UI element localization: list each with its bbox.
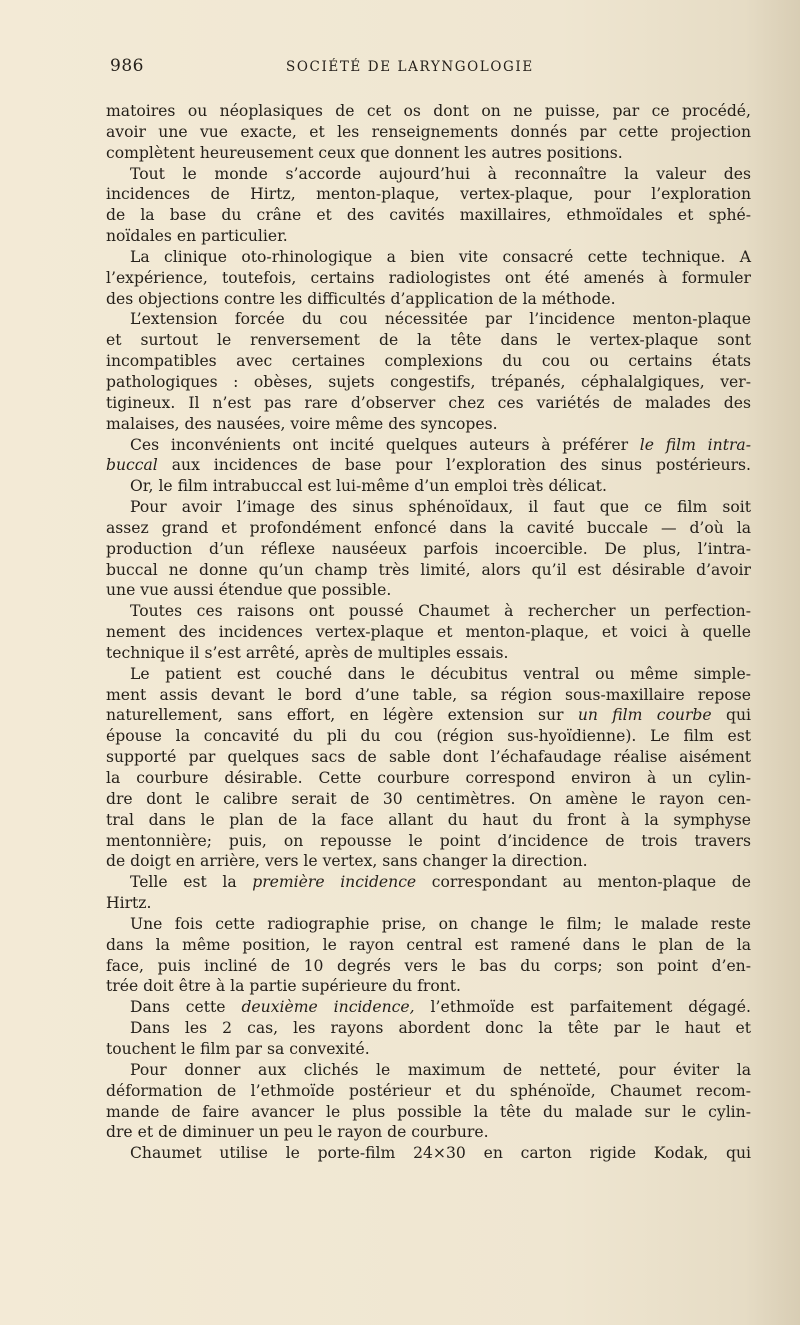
text-line [106, 643, 751, 664]
text-line [106, 122, 751, 143]
text-line [106, 956, 751, 977]
text-span: Toutes ces raisons ont poussé Chaumet à rechercher un perfection- [130, 602, 751, 621]
text-span: dre et de diminuer un peu le rayon de courbure. [106, 1123, 489, 1142]
text-line [106, 768, 751, 789]
text-span: noïdales en particulier. [106, 227, 288, 246]
text-line [106, 1060, 751, 1081]
text-line [106, 247, 751, 268]
text-line [106, 747, 751, 768]
text-span: pathologiques : obèses, sujets congestifs, trépanés, céphalalgiques, ver- [106, 372, 751, 391]
text-line [106, 414, 751, 435]
text-line [106, 184, 751, 205]
text-line [106, 143, 751, 164]
text-span: Hirtz. [106, 894, 152, 913]
text-span: déformation de l’ethmoïde postérieur et du sphénoïde, Chaumet recom- [106, 1081, 751, 1100]
text-span: dre dont le calibre serait de 30 centimètres. On amène le rayon cen- [106, 789, 751, 808]
text-line [106, 330, 751, 351]
text-span: l’expérience, toutefois, certains radiologistes ont été amenés à formuler [106, 268, 751, 287]
text-line [106, 1122, 751, 1143]
text-span: une vue aussi étendue que possible. [106, 581, 392, 600]
running-head: SOCIÉTÉ DE LARYNGOLOGIE [286, 59, 534, 75]
text-line [106, 560, 751, 581]
text-line [106, 789, 751, 810]
text-line [106, 289, 751, 310]
text-line [106, 497, 751, 518]
text-line [106, 372, 751, 393]
text-line [106, 268, 751, 289]
text-span: assez grand et profondément enfoncé dans la cavité buccale — d’où la [106, 518, 751, 537]
page-number: 986 [110, 56, 144, 76]
text-span: trée doit être à la partie supérieure du front. [106, 977, 461, 996]
text-span: de doigt en arrière, vers le vertex, sans changer la direction. [106, 852, 588, 871]
text-line [106, 580, 751, 601]
text-line [106, 872, 751, 893]
text-line [106, 455, 751, 476]
text-span: des objections contre les difficultés d’application de la méthode. [106, 289, 616, 308]
italic-span: première incidence [252, 873, 417, 892]
text-line [106, 914, 751, 935]
text-span: de la base du crâne et des cavités maxillaires, ethmoïdales et sphé- [106, 206, 751, 225]
text-span: Tout le monde s’accorde aujourd’hui à reconnaître la valeur des [130, 164, 751, 183]
text-span: Dans cette [130, 998, 226, 1017]
text-line [106, 851, 751, 872]
text-line [106, 997, 751, 1018]
text-line [106, 664, 751, 685]
text-span: incidences de Hirtz, menton-plaque, vertex-plaque, pour l’exploration [106, 185, 751, 204]
text-span: tral dans le plan de la face allant du haut du front à la symphyse [106, 810, 751, 829]
text-span: aux incidences de base pour l’exploration des sinus postérieurs. [171, 456, 751, 475]
text-span: épouse la concavité du pli du cou (région sus-hyoïdienne). Le film est [106, 727, 751, 746]
text-span: Pour donner aux clichés le maximum de netteté, pour éviter la [130, 1060, 751, 1079]
text-span: incompatibles avec certaines complexions du cou ou certains états [106, 352, 751, 371]
text-line [106, 1143, 751, 1164]
italic-span: le film intra- [639, 435, 751, 454]
text-span: face, puis incliné de 10 degrés vers le bas du corps; son point d’en- [106, 956, 751, 975]
text-line [106, 810, 751, 831]
text-span: naturellement, sans effort, en légère extension sur [106, 706, 564, 725]
text-line [106, 1039, 751, 1060]
text-line [106, 435, 751, 456]
text-line [106, 226, 751, 247]
text-span: la courbure désirable. Cette courbure correspond environ à un cylin- [106, 769, 751, 787]
text-span: Telle est la [130, 873, 237, 892]
text-line [106, 622, 751, 643]
text-span: La clinique oto-rhinologique a bien vite consacré cette technique. A [130, 247, 751, 266]
text-span: Chaumet utilise le porte-film 24×30 en carton rigide Kodak, qui [130, 1144, 751, 1163]
text-line [106, 935, 751, 956]
text-line [106, 705, 751, 726]
text-span: production d’un réflexe nauséeux parfois incoercible. De plus, l’intra- [106, 539, 751, 558]
text-span: nement des incidences vertex-plaque et menton-plaque, et voici à quelle [106, 623, 751, 642]
text-line [106, 539, 751, 560]
text-line [106, 1081, 751, 1102]
text-span: Or, le film intrabuccal est lui-même d’un emploi très délicat. [130, 477, 607, 496]
text-span: malaises, des nausées, voire même des syncopes. [106, 414, 498, 433]
text-span: matoires ou néoplasiques de cet os dont on ne puisse, par ce procédé, [106, 102, 751, 120]
text-span: buccal ne donne qu’un champ très limité, alors qu’il est désirable d’avoir [106, 560, 751, 579]
text-line [106, 1102, 751, 1123]
text-line [106, 976, 751, 997]
body-text [106, 101, 751, 1164]
text-span: et surtout le renversement de la tête dans le vertex-plaque sont [106, 331, 751, 350]
text-span: qui [726, 706, 752, 725]
text-span: Ces inconvénients ont incité quelques auteurs à préférer [130, 435, 629, 454]
text-span: mande de faire avancer le plus possible la tête du malade sur le cylin- [106, 1102, 751, 1121]
text-line [106, 351, 751, 372]
text-line [106, 601, 751, 622]
text-span: correspondant au menton-plaque de [431, 873, 751, 892]
italic-span: buccal [106, 456, 158, 475]
text-span: touchent le film par sa convexité. [106, 1039, 370, 1058]
text-span: supporté par quelques sacs de sable dont l’échafaudage réalise aisément [106, 748, 751, 767]
text-line [106, 893, 751, 914]
text-line [106, 393, 751, 414]
text-span: Le patient est couché dans le décubitus ventral ou même simple- [130, 664, 751, 683]
text-span: tigineux. Il n’est pas rare d’observer chez ces variétés de malades des [106, 393, 751, 412]
text-span: technique il s’est arrêté, après de multiples essais. [106, 643, 509, 662]
italic-span: un film courbe [577, 706, 712, 725]
text-span: ment assis devant le bord d’une table, sa région sous-maxillaire repose [106, 685, 751, 704]
text-line [106, 476, 751, 497]
text-span: complètent heureusement ceux que donnent les autres positions. [106, 143, 623, 162]
text-span: dans la même position, le rayon central est ramené dans le plan de la [106, 935, 751, 954]
text-line [106, 164, 751, 185]
text-line [106, 518, 751, 539]
italic-span: deuxième incidence, [241, 998, 415, 1017]
text-line [106, 101, 751, 122]
text-span: Dans les 2 cas, les rayons abordent donc la tête par le haut et [130, 1019, 751, 1038]
text-span: l’ethmoïde est parfaitement dégagé. [430, 998, 751, 1017]
text-line [106, 205, 751, 226]
text-line [106, 726, 751, 747]
text-line [106, 685, 751, 706]
text-span: avoir une vue exacte, et les renseignements donnés par cette projection [106, 122, 751, 141]
text-line [106, 1018, 751, 1039]
text-line [106, 309, 751, 330]
text-span: L’extension forcée du cou nécessitée par l’incidence menton-plaque [130, 310, 751, 329]
text-span: Pour avoir l’image des sinus sphénoïdaux, il faut que ce film soit [130, 498, 751, 517]
text-line [106, 831, 751, 852]
text-span: Une fois cette radiographie prise, on change le film; le malade reste [130, 914, 751, 933]
text-span: mentonnière; puis, on repousse le point d’incidence de trois travers [106, 831, 751, 850]
page-header [110, 56, 734, 82]
